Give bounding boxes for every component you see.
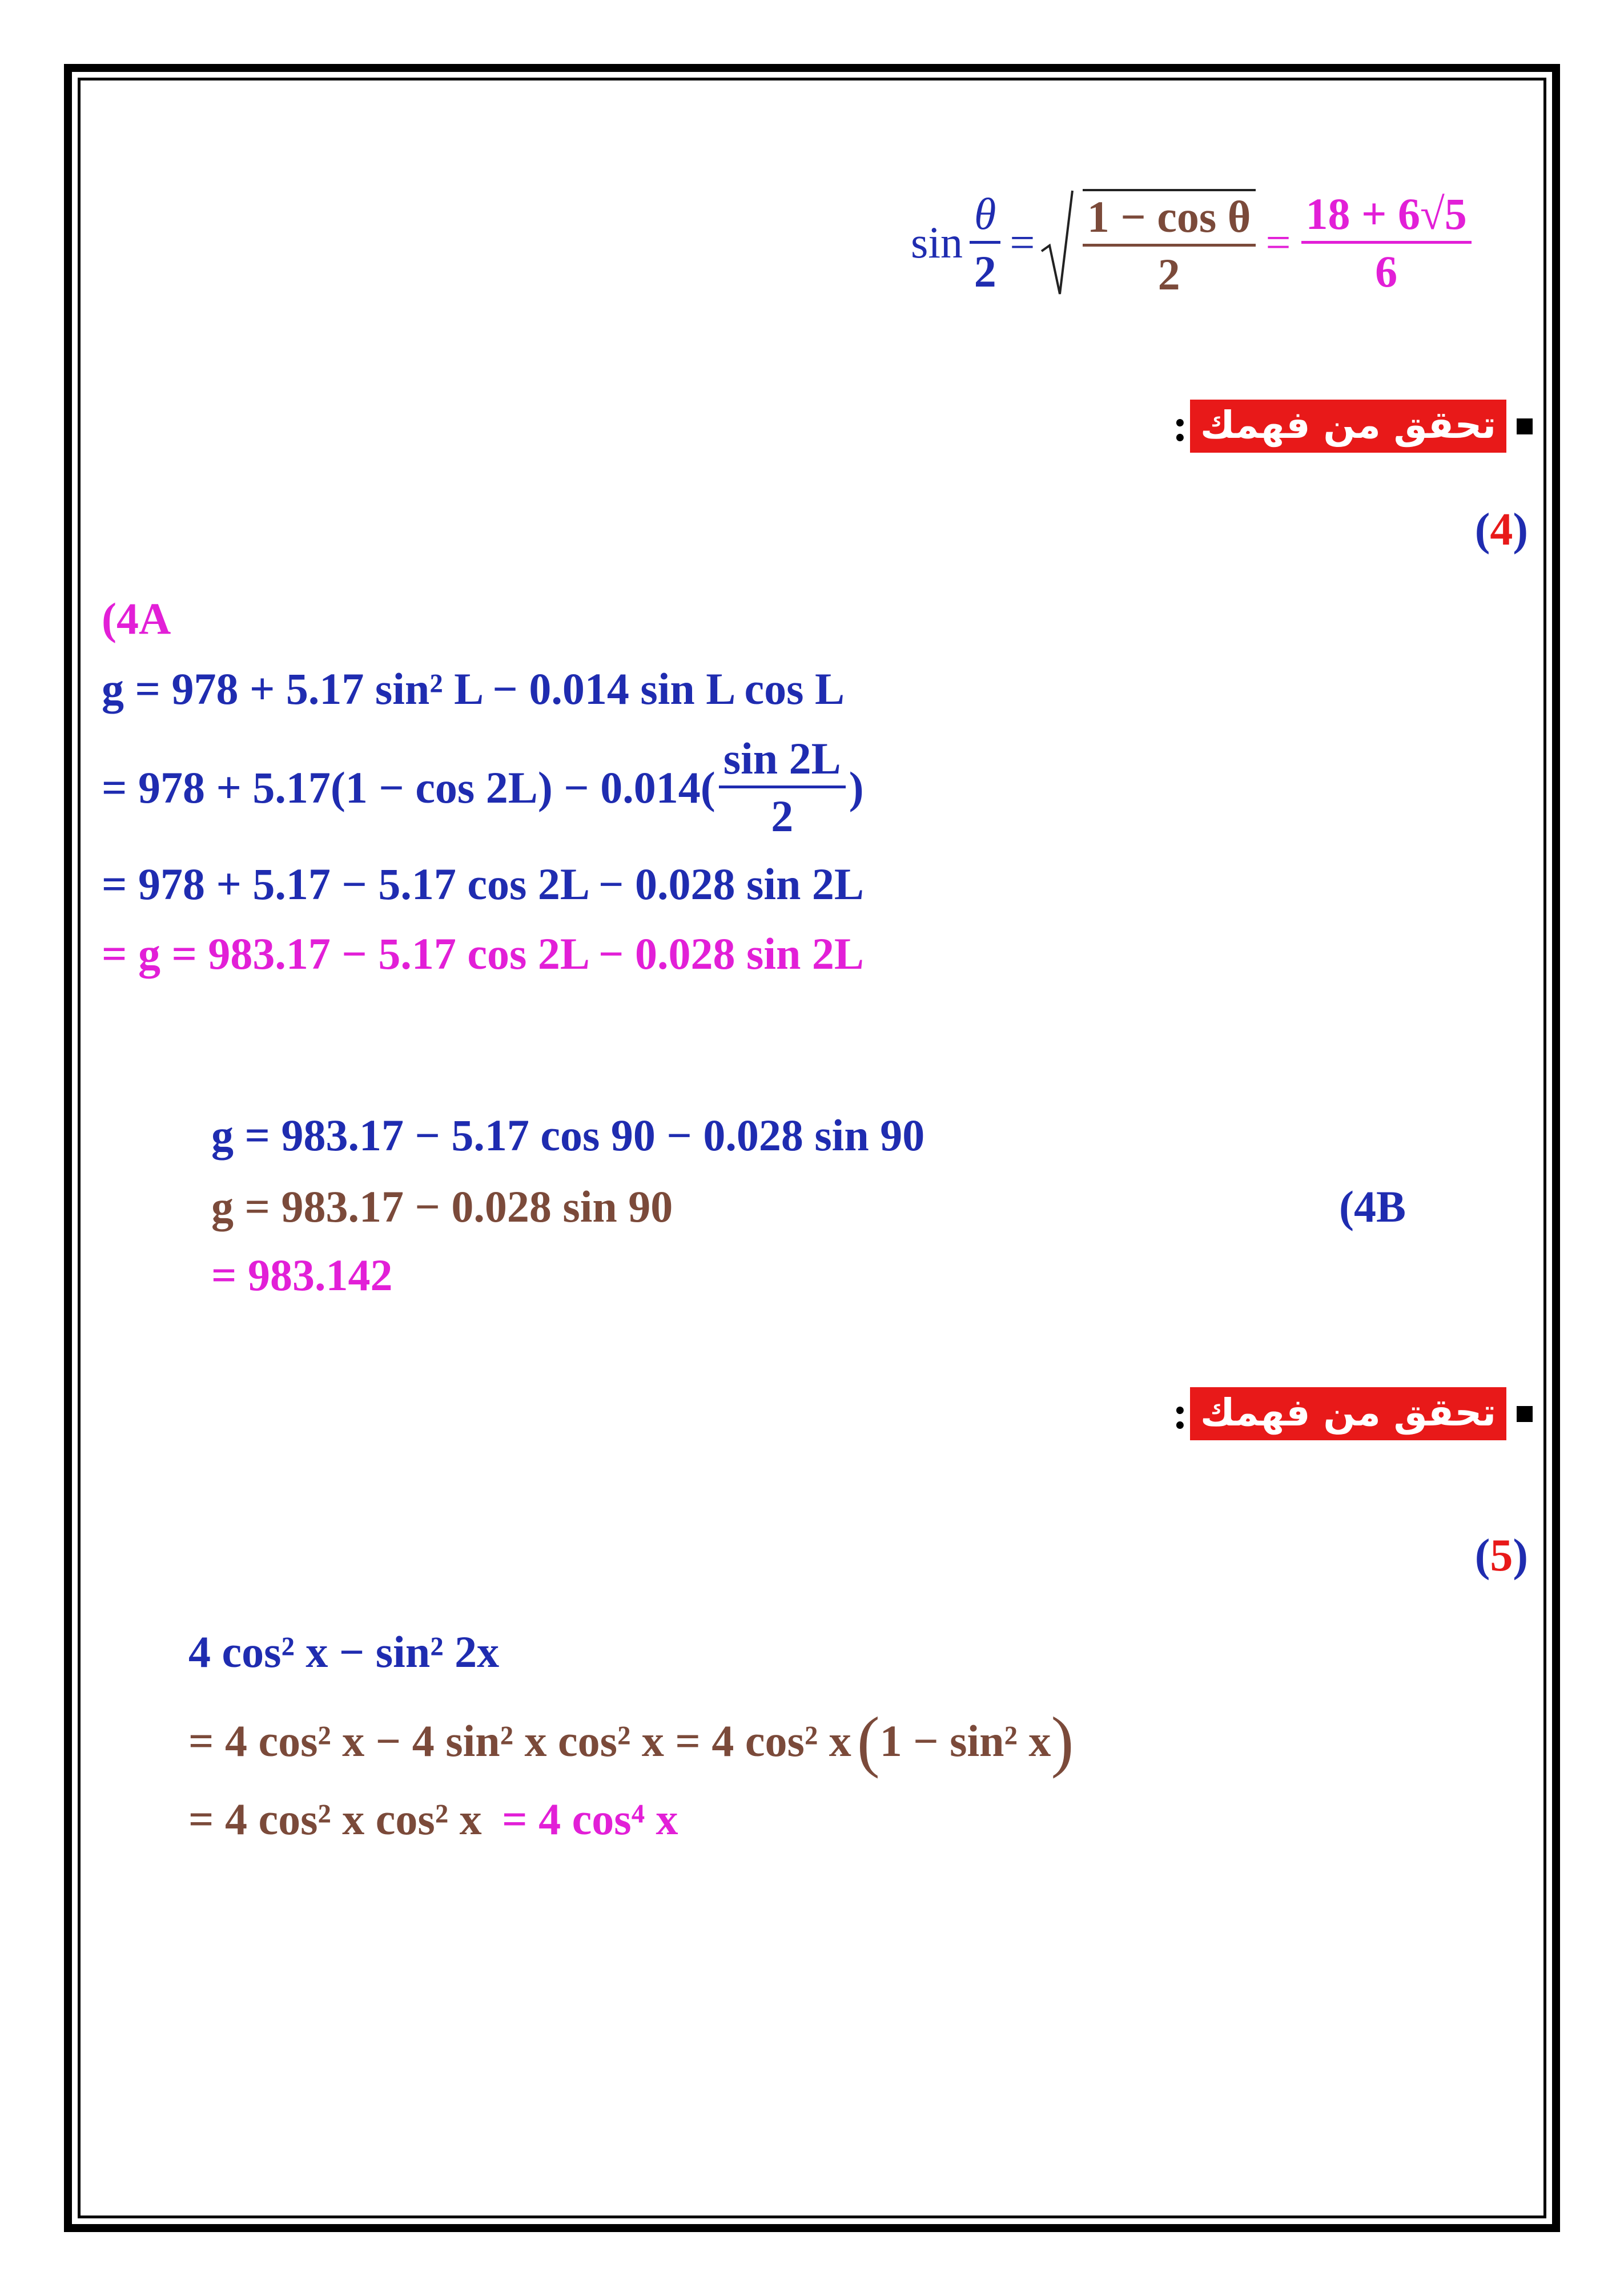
part-4b-label: (4B [1339, 1182, 1406, 1231]
g-line-1: g = 978 + 5.17 sin² L − 0.014 sin L cos L [102, 664, 845, 714]
heading-label: تحقق من فهمك [1190, 400, 1506, 453]
c-line-2: = 4 cos² x − 4 sin² x cos² x = 4 cos² x ( 1 − sin² x ) [188, 1703, 1074, 1779]
square-bullet-icon [1517, 418, 1533, 434]
b-line-3: = 983.142 [211, 1250, 393, 1300]
radical: $\frac{\text{1 − cos θ}}{2}$ [1040, 188, 1259, 297]
result-fraction: $\frac{18 + 6√5}{6}$ [1301, 192, 1472, 294]
heading-label: تحقق من فهمك [1190, 1387, 1506, 1440]
c-line-3: = 4 cos² x cos² x = 4 cos⁴ x [188, 1794, 678, 1844]
problem-number-5: (5) [1474, 1530, 1528, 1581]
g-line-4: = g = 983.17 − 5.17 cos 2L − 0.028 sin 2L [102, 929, 864, 978]
b-line-1: g = 983.17 − 5.17 cos 90 − 0.028 sin 90 [211, 1110, 925, 1160]
square-bullet-icon [1517, 1406, 1533, 1422]
section-heading-1: : تحقق من فهمك [1172, 400, 1533, 453]
theta-over-two: $\frac{\theta}{2}$ [970, 192, 1000, 294]
sin-fn: sin [911, 217, 963, 267]
g-line-2: = 978 + 5.17(1 − cos 2L) − 0.014( $\frac{\sin 2L}{2}$ ) [102, 734, 864, 841]
radical-sign-icon [1040, 188, 1075, 297]
sin-half-angle-equation: sin $\frac{\theta}{2}$ = $\frac{\text{1 − cos θ}}{2}$ = $\frac{18 + 6√5}{6}$ [911, 188, 1475, 297]
problem-number-4: (4) [1474, 505, 1528, 555]
g-line-3: = 978 + 5.17 − 5.17 cos 2L − 0.028 sin 2L [102, 859, 864, 909]
part-4a-label: (4A [102, 594, 171, 643]
b-line-2: g = 983.17 − 0.028 sin 90 [211, 1182, 673, 1231]
section-heading-2: : تحقق من فهمك [1172, 1387, 1533, 1440]
equals-sign: = [1010, 217, 1035, 267]
c-line-1: 4 cos² x − sin² 2x [188, 1627, 500, 1677]
